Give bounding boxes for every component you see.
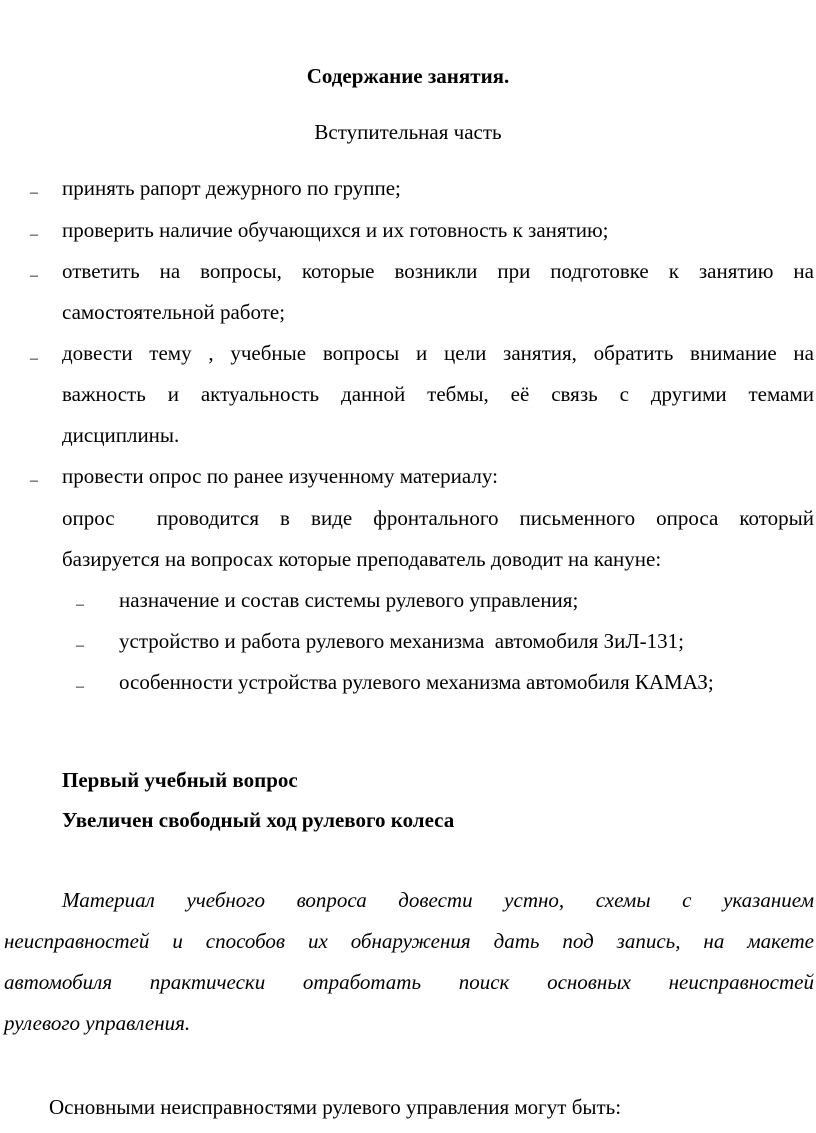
section-title: Увеличен свободный ход рулевого колеса	[62, 808, 455, 832]
survey-text: опрос проводится в виде фронтального письменного опроса который	[62, 506, 814, 530]
sublist-bullet: –	[76, 637, 84, 654]
list-item: принять рапорт дежурного по группе;	[62, 176, 401, 200]
list-bullet: –	[30, 226, 38, 243]
sublist-bullet: –	[76, 596, 84, 613]
list-item-continuation: самостоятельной работе;	[62, 300, 286, 324]
section-heading: Первый учебный вопрос	[62, 768, 298, 792]
list-item: проверить наличие обучающихся и их готовность к занятию;	[62, 218, 609, 242]
list-bullet: –	[30, 267, 38, 284]
instruction-text: неисправностей и способов их обнаружения дать под запись, на макете	[4, 929, 814, 953]
list-item: провести опрос по ранее изученному материалу:	[62, 464, 498, 488]
sublist-item: устройство и работа рулевого механизма автомобиля ЗиЛ-131;	[119, 629, 684, 653]
list-item: довести тему , учебные вопросы и цели занятия, обратить внимание на	[62, 341, 814, 365]
sublist-bullet: –	[76, 678, 84, 695]
list-item: ответить на вопросы, которые возникли при подготовке к занятию на	[62, 259, 814, 283]
body-text: Основными неисправностями рулевого управления могут быть:	[49, 1095, 622, 1119]
list-bullet: –	[30, 184, 38, 201]
list-bullet: –	[30, 472, 38, 489]
instruction-text: Материал учебного вопроса довести устно, схемы с указанием	[62, 888, 814, 912]
sublist-item: назначение и состав системы рулевого управления;	[119, 588, 579, 612]
instruction-text: автомобиля практически отработать поиск основных неисправностей	[4, 970, 814, 994]
page-title: Содержание занятия.	[306, 64, 510, 88]
page-subtitle: Вступительная часть	[314, 120, 502, 144]
list-item-continuation: важность и актуальность данной тебмы, её связь с другими темами	[62, 382, 814, 406]
survey-text: базируется на вопросах которые преподаватель доводит на кануне:	[62, 547, 662, 571]
sublist-item: особенности устройства рулевого механизма автомобиля КАМАЗ;	[119, 670, 714, 694]
list-item-continuation: дисциплины.	[62, 423, 180, 447]
list-bullet: –	[30, 350, 38, 367]
instruction-text: рулевого управления.	[4, 1011, 191, 1035]
